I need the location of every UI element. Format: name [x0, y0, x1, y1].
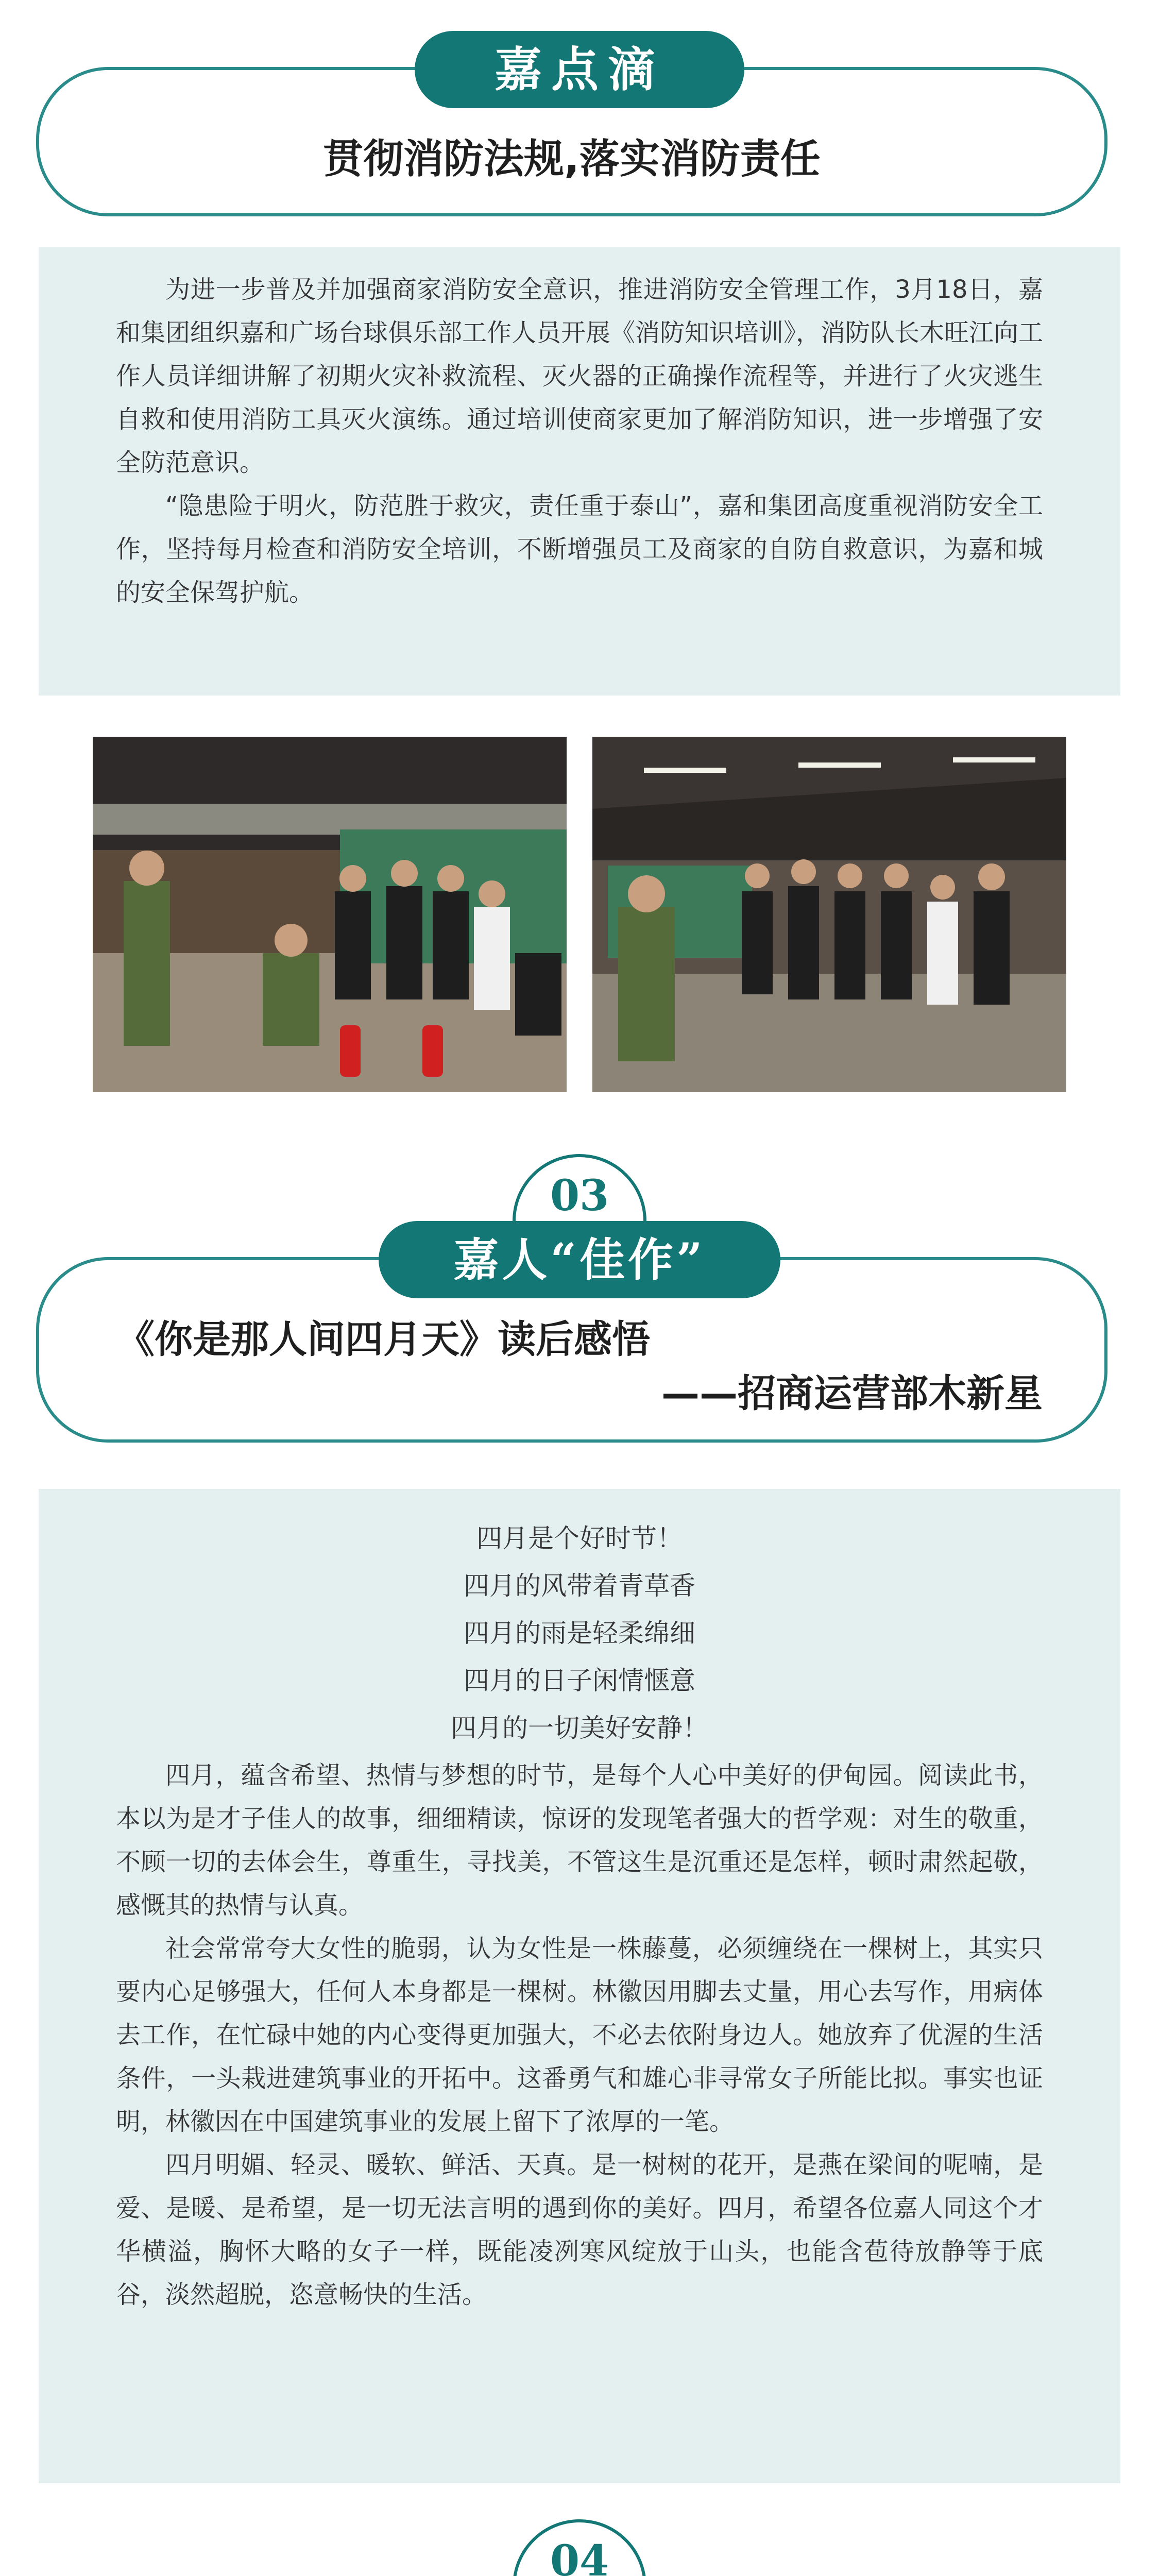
- poem-line-1: 四月是个好时节！: [476, 1523, 683, 1553]
- section3-author: ——招商运营部木新星: [661, 1371, 1043, 1416]
- poem: [116, 1515, 1043, 1752]
- section1-paragraph-2: “隐患险于明火，防范胜于救灾，责任重于泰山”，嘉和集团高度重视消防安全工作，坚持每月检查和消防安全培训，不断增强员工及商家的自防自救意识，为嘉和城的安全保驾护航。: [116, 492, 1043, 607]
- section1-paragraph-1: 为进一步普及并加强商家消防安全意识，推进消防安全管理工作，3月18日，嘉和集团组织嘉和广场台球俱乐部工作人员开展《消防知识培训》，消防队长木旺江向工作人员详细讲解了初期火灾补救流程、灭火器的正确操作流程等，并进行了火灾逃生自救和使用消防工具灭火演练。通过培训使商家更加了解消防知识，进一步增强了安全防范意识。: [116, 275, 1044, 477]
- section1-title: 贯彻消防法规,落实消防责任: [323, 136, 821, 182]
- section3-pill: 嘉人“佳作”: [379, 1221, 780, 1298]
- section4-number: 04: [513, 2519, 646, 2576]
- section3-number: 03: [513, 1154, 646, 1231]
- section3-paragraph-1: 四月，蕴含希望、热情与梦想的时节，是每个人心中美好的伊甸园。阅读此书，本以为是才子佳人的故事，细细精读，惊讶的发现笔者强大的哲学观：对生的敬重，不顾一切的去体会生，尊重生，寻找美，不管这生是沉重还是怎样，顿时肃然起敬，感慨其的热情与认真。: [116, 1761, 1043, 1920]
- poem-line-2: 四月的风带着青草香: [464, 1571, 695, 1601]
- fire-training-photo-2: [592, 737, 1066, 1092]
- poem-line-4: 四月的日子闲情惬意: [464, 1666, 695, 1696]
- section3-title: 《你是那人间四月天》读后感悟: [116, 1317, 650, 1362]
- section1-pill: 嘉点滴: [415, 31, 744, 108]
- section3-paragraph-2: 社会常常夸大女性的脆弱，认为女性是一株藤蔓，必须缠绕在一棵树上，其实只要内心足够强大，任何人本身都是一棵树。林徽因用脚去丈量，用心去写作，用病体去工作，在忙碌中她的内心变得更加强大，不必去依附身边人。她放弃了优渥的生活条件，一头栽进建筑事业的开拓中。这番勇气和雄心非寻常女子所能比拟。事实也证明，林徽因在中国建筑事业的发展上留下了浓厚的一笔。: [116, 1934, 1043, 2136]
- fire-training-photo-1: [93, 737, 567, 1092]
- poem-line-5: 四月的一切美好安静！: [451, 1713, 708, 1743]
- section3-text-panel: [39, 1489, 1120, 2483]
- section1-text-panel: [39, 247, 1120, 696]
- poem-line-3: 四月的雨是轻柔绵细: [464, 1618, 695, 1648]
- section3-paragraph-3: 四月明媚、轻灵、暖软、鲜活、天真。是一树树的花开，是燕在梁间的呢喃，是爱、是暖、是希望，是一切无法言明的遇到你的美好。四月，希望各位嘉人同这个才华横溢，胸怀大略的女子一样，既能凌冽寒风绽放于山头，也能含苞待放静等于底谷，淡然超脱，恣意畅快的生活。: [116, 2150, 1043, 2309]
